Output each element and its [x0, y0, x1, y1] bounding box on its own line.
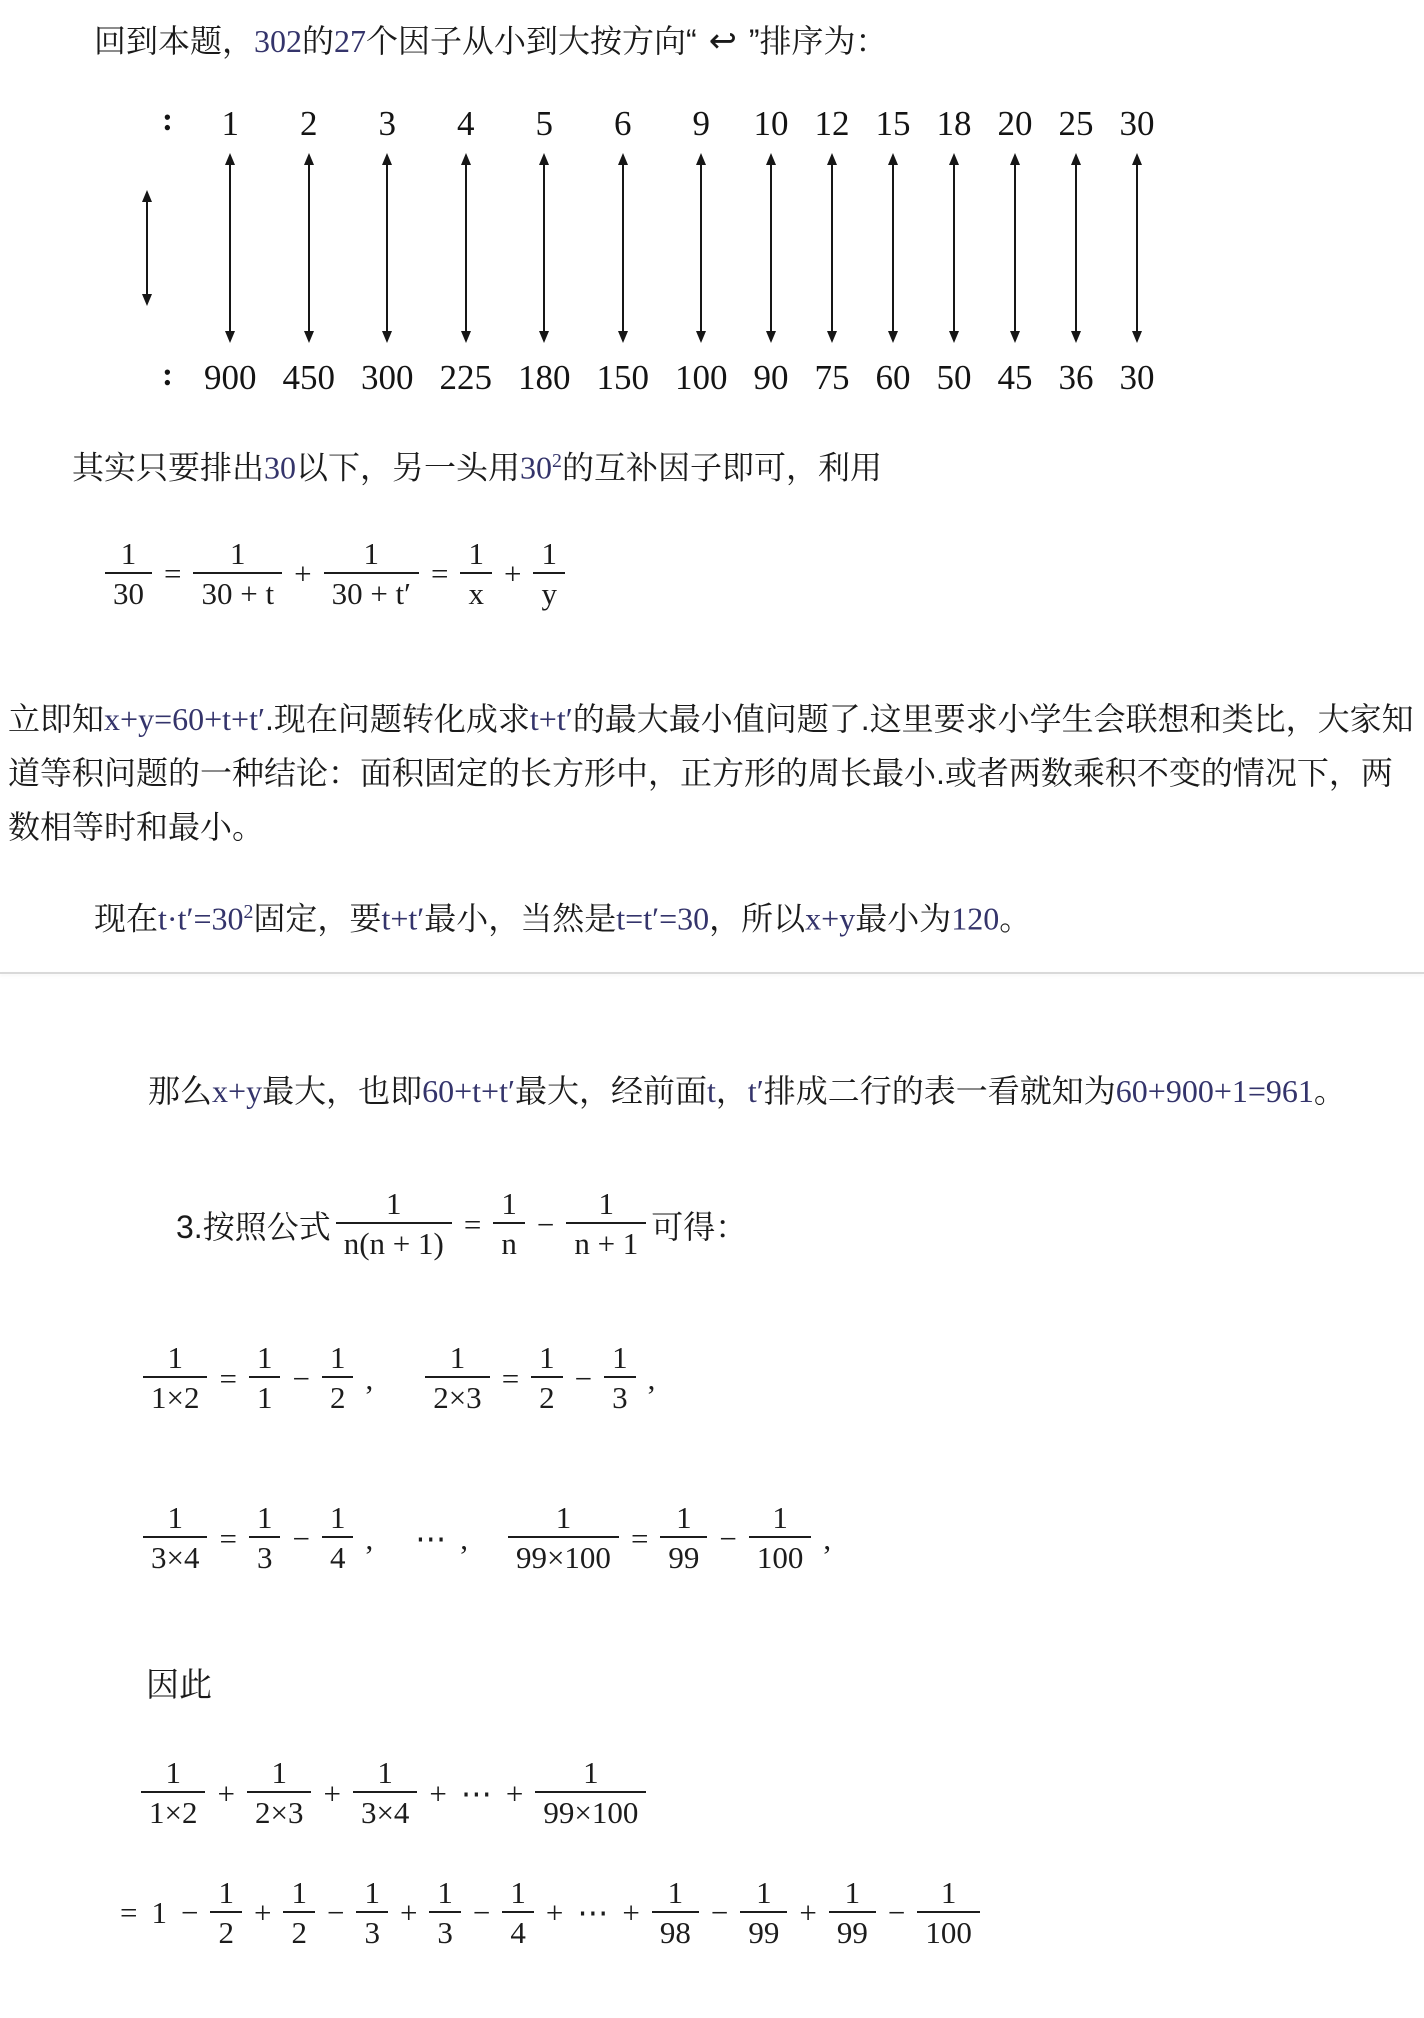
- operator: +: [253, 1895, 272, 1931]
- fraction: [141, 1754, 205, 1833]
- operator: 1: [151, 1895, 167, 1931]
- factor-pair-column: [1046, 98, 1107, 398]
- numerator: 1: [256, 1340, 273, 1376]
- operator: +: [294, 556, 312, 592]
- numerator: 1: [555, 1499, 572, 1535]
- fraction: [210, 1874, 242, 1953]
- operator: −: [710, 1895, 729, 1931]
- factor-pair-column: [1107, 98, 1168, 398]
- fraction: [143, 1499, 207, 1578]
- math-expression: t·t′=30: [158, 900, 244, 937]
- fraction: [353, 1754, 417, 1833]
- superscript: 2: [552, 450, 562, 472]
- fraction: [143, 1339, 207, 1418]
- fraction: [535, 1754, 646, 1833]
- small-factor-value: 20: [997, 104, 1033, 143]
- operator: ⋯: [415, 1520, 447, 1556]
- denominator: 1×2: [143, 1376, 207, 1418]
- complement-paragraph: [8, 434, 1424, 495]
- operator: −: [536, 1206, 555, 1242]
- operator: ,: [460, 1520, 468, 1556]
- denominator: 30 + t′: [324, 572, 419, 614]
- text-run: 最小为: [855, 900, 952, 937]
- denominator: y: [533, 572, 565, 614]
- large-factor-value: 75: [814, 358, 850, 397]
- operator: −: [326, 1895, 345, 1931]
- double-arrow-icon: [831, 161, 833, 335]
- section3-label: 3.按照公式: [176, 1208, 331, 1245]
- fraction: [829, 1874, 876, 1953]
- small-factor-value: 2: [300, 104, 318, 143]
- factor-pair-column: [741, 98, 802, 398]
- double-arrow-icon: [953, 161, 955, 335]
- operator: =: [463, 1206, 482, 1242]
- text-run: 立即知: [8, 701, 105, 738]
- text-run: 那么: [148, 1072, 213, 1109]
- operator: −: [887, 1895, 906, 1931]
- denominator: 99: [829, 1911, 876, 1953]
- numerator: 1: [667, 1874, 684, 1910]
- fraction: [533, 535, 565, 614]
- fraction: [460, 535, 492, 614]
- denominator: n(n + 1): [336, 1222, 452, 1264]
- math-expression: 30: [264, 449, 297, 486]
- text-run: 最大，也即: [262, 1072, 423, 1109]
- operator: −: [180, 1895, 199, 1931]
- denominator: 2: [322, 1376, 354, 1418]
- small-factor-value: 30: [1119, 104, 1155, 143]
- section3-formula-row: [176, 1185, 1424, 1264]
- denominator: 3: [356, 1911, 388, 1953]
- factor-pair-column: [924, 98, 985, 398]
- text-run: 排成二行的表一看就知为: [763, 1072, 1116, 1109]
- loop-arrow-icon: ↩: [708, 21, 737, 60]
- text-run: 固定，要: [253, 900, 382, 937]
- math-expression: 27: [334, 23, 367, 59]
- numerator: 1: [676, 1499, 692, 1535]
- numerator: 1: [449, 1340, 466, 1376]
- double-arrow-icon: [1136, 161, 1138, 335]
- denominator: 100: [749, 1536, 812, 1578]
- small-factor-value: 6: [614, 104, 632, 143]
- denominator: 30: [105, 572, 152, 614]
- intro-paragraph: [8, 14, 1424, 68]
- bottom-row-colon: :: [162, 357, 173, 393]
- fraction: [508, 1499, 619, 1578]
- small-factor-value: 5: [535, 104, 553, 143]
- large-factor-value: 180: [518, 358, 571, 397]
- denominator: 2: [210, 1911, 242, 1953]
- fraction: [749, 1499, 812, 1578]
- large-factor-value: 50: [936, 358, 972, 397]
- operator: =: [120, 1895, 138, 1931]
- operator: =: [164, 556, 182, 592]
- series-expansion-formula: [113, 1874, 1424, 1953]
- small-factor-value: 18: [936, 104, 972, 143]
- factor-pair-column: [270, 98, 349, 398]
- denominator: 2×3: [247, 1791, 311, 1833]
- numerator: 1: [468, 535, 484, 571]
- fraction: [493, 1185, 525, 1264]
- operator: =: [630, 1520, 649, 1556]
- operator: −: [292, 1361, 310, 1397]
- equation-line-2: [138, 1499, 1424, 1578]
- denominator: n: [493, 1222, 525, 1264]
- operator: ,: [365, 1520, 374, 1556]
- fraction: [531, 1339, 563, 1418]
- math-expression: t: [706, 1072, 716, 1109]
- numerator: 1: [256, 1499, 273, 1535]
- fraction: [247, 1754, 311, 1833]
- fraction: [356, 1874, 388, 1953]
- denominator: 4: [502, 1911, 534, 1953]
- numerator: 1: [940, 1874, 957, 1910]
- numerator: 1: [386, 1185, 402, 1221]
- large-factor-value: 36: [1058, 358, 1094, 397]
- numerator: 1: [583, 1755, 599, 1791]
- operator: =: [430, 556, 449, 592]
- operator: =: [219, 1361, 237, 1397]
- text-run: ”排序为：: [748, 23, 888, 59]
- math-expression: t=t′=30: [616, 900, 710, 937]
- double-arrow-icon: [700, 161, 702, 335]
- double-arrow-icon: [1075, 161, 1077, 335]
- operator: ⋯: [577, 1895, 609, 1931]
- numerator: 1: [539, 1340, 555, 1376]
- double-arrow-icon: [465, 161, 467, 335]
- numerator: 1: [329, 1340, 346, 1376]
- large-factor-value: 60: [875, 358, 911, 397]
- double-arrow-icon: [308, 161, 310, 335]
- operator: +: [545, 1895, 564, 1931]
- fraction: [502, 1874, 534, 1953]
- conclusion-label: 因此: [146, 1666, 212, 1704]
- small-factor-value: 9: [692, 104, 710, 143]
- maximum-paragraph: [60, 1064, 1424, 1118]
- operator: =: [501, 1361, 520, 1397]
- operator: ,: [823, 1520, 832, 1556]
- denominator: 99×100: [508, 1536, 619, 1578]
- math-expression: 30: [520, 449, 553, 486]
- factor-pair-column: [584, 98, 663, 398]
- large-factor-value: 300: [361, 358, 414, 397]
- numerator: 1: [291, 1874, 307, 1910]
- large-factor-value: 100: [675, 358, 728, 397]
- double-arrow-icon: [1014, 161, 1016, 335]
- denominator: 2: [531, 1376, 563, 1418]
- small-factor-value: 3: [378, 104, 396, 143]
- row-labels: [162, 98, 191, 398]
- text-run: 最小，当然是: [424, 900, 617, 937]
- factor-pairs: [191, 98, 1168, 398]
- math-expression: x+y: [212, 1072, 263, 1109]
- numerator: 1: [772, 1499, 788, 1535]
- text-run: 回到本题，: [94, 23, 255, 59]
- numerator: 1: [598, 1185, 615, 1221]
- text-run: 以下，另一头用: [296, 449, 521, 486]
- operator: +: [399, 1895, 418, 1931]
- denominator: 4: [322, 1536, 354, 1578]
- text-run: 的互补因子即可，利用: [561, 449, 882, 486]
- section-divider: [0, 972, 1424, 974]
- factor-pair-column: [985, 98, 1046, 398]
- equation-line-1: [138, 1339, 1424, 1418]
- series-sum-formula: [136, 1754, 1424, 1833]
- operator: +: [622, 1895, 640, 1931]
- denominator: 3×4: [143, 1536, 207, 1578]
- analysis-paragraph: [8, 692, 1424, 854]
- numerator: 1: [218, 1874, 234, 1910]
- numerator: 1: [230, 535, 246, 571]
- fraction: [917, 1874, 980, 1953]
- small-factor-value: 25: [1058, 104, 1094, 143]
- text-run: 最大，经前面: [514, 1072, 707, 1109]
- fraction: [249, 1339, 281, 1418]
- top-row-colon: :: [162, 102, 173, 138]
- numerator: 1: [167, 1499, 183, 1535]
- double-arrow-icon: [386, 161, 388, 335]
- denominator: x: [460, 572, 492, 614]
- large-factor-value: 90: [753, 358, 789, 397]
- factor-pair-column: [505, 98, 584, 398]
- fraction: [249, 1499, 281, 1578]
- text-run: .现在问题转化成求: [264, 701, 530, 738]
- denominator: 2: [283, 1911, 315, 1953]
- superscript: 2: [243, 901, 254, 924]
- math-expression: t+t′: [529, 701, 573, 738]
- denominator: 99: [660, 1536, 707, 1578]
- double-arrow-icon: [622, 161, 624, 335]
- denominator: 3: [249, 1536, 281, 1578]
- text-run: 的最大最小值问题了.这里要求小学生会联想和类比，大家知道等积问题的一种结论：面积固定的长方形中，正方形的周长最小.或者两数乘积不变的情况下，两数相等时和最小。: [8, 701, 1414, 846]
- numerator: 1: [844, 1874, 861, 1910]
- legend-column: [146, 98, 148, 398]
- small-factor-value: 15: [875, 104, 911, 143]
- operator: +: [505, 1775, 524, 1811]
- denominator: 99×100: [535, 1791, 646, 1833]
- math-expression: 60+t+t′: [422, 1072, 515, 1109]
- fraction: [740, 1874, 787, 1953]
- factor-pair-column: [662, 98, 741, 398]
- operator: −: [574, 1361, 593, 1397]
- factor-pair-column: [802, 98, 863, 398]
- telescoping-identity-formula: [331, 1185, 652, 1264]
- fraction: [283, 1874, 315, 1953]
- operator: ,: [365, 1361, 374, 1397]
- fraction: [322, 1339, 354, 1418]
- denominator: 3×4: [353, 1791, 417, 1833]
- fraction: [425, 1339, 489, 1418]
- fraction: [604, 1339, 636, 1418]
- operator: +: [799, 1895, 817, 1931]
- text-run: ，所以: [709, 900, 806, 937]
- numerator: 1: [756, 1874, 772, 1910]
- numerator: 1: [437, 1874, 453, 1910]
- minimum-paragraph: [8, 885, 1424, 946]
- denominator: 2×3: [425, 1376, 489, 1418]
- fraction: [652, 1874, 699, 1953]
- denominator: 3: [429, 1911, 461, 1953]
- small-factor-value: 1: [221, 104, 239, 143]
- text-run: 其实只要排出: [72, 449, 265, 486]
- factor-mapping-diagram: [146, 98, 1424, 398]
- factor-pair-column: [863, 98, 924, 398]
- math-expression: 302: [254, 23, 303, 59]
- numerator: 1: [363, 535, 380, 571]
- factor-pair-column: [348, 98, 427, 398]
- operator: =: [219, 1520, 237, 1556]
- operator: +: [217, 1775, 235, 1811]
- operator: −: [719, 1520, 737, 1556]
- text-run: ，: [715, 1072, 748, 1109]
- text-run: 的: [302, 23, 335, 59]
- text-run: 个因子从小到大按方向“: [366, 23, 697, 59]
- text-run: 现在: [94, 900, 159, 937]
- fraction: [324, 535, 419, 614]
- operator: +: [429, 1775, 447, 1811]
- operator: −: [292, 1520, 310, 1556]
- text-run: 。: [1313, 1072, 1346, 1109]
- numerator: 1: [377, 1755, 393, 1791]
- double-arrow-icon: [543, 161, 545, 335]
- math-expression: t′: [747, 1072, 764, 1109]
- numerator: 1: [364, 1874, 380, 1910]
- double-arrow-icon: [229, 161, 231, 335]
- large-factor-value: 150: [596, 358, 649, 397]
- numerator: 1: [271, 1755, 287, 1791]
- denominator: 30 + t: [193, 572, 282, 614]
- large-factor-value: 900: [204, 358, 257, 397]
- operator: ⋯: [460, 1775, 492, 1811]
- numerator: 1: [167, 1340, 183, 1376]
- small-factor-value: 10: [753, 104, 789, 143]
- denominator: 99: [740, 1911, 787, 1953]
- denominator: 1×2: [141, 1791, 205, 1833]
- large-factor-value: 45: [997, 358, 1033, 397]
- denominator: 1: [249, 1376, 281, 1418]
- factor-pair-column: [191, 98, 270, 398]
- operator: +: [323, 1775, 341, 1811]
- factor-pair-column: [427, 98, 506, 398]
- fraction: [105, 535, 152, 614]
- text-run: 。: [999, 900, 1032, 937]
- double-arrow-icon: [146, 198, 148, 298]
- fraction: [660, 1499, 707, 1578]
- numerator: 1: [165, 1755, 181, 1791]
- denominator: 3: [604, 1376, 636, 1418]
- math-expression: 60+900+1=961: [1115, 1072, 1314, 1109]
- math-expression: t+t′: [381, 900, 425, 937]
- operator: −: [472, 1895, 491, 1931]
- large-factor-value: 30: [1119, 358, 1155, 397]
- operator: +: [503, 556, 522, 592]
- section3-suffix: 可得：: [651, 1208, 748, 1245]
- numerator: 1: [329, 1499, 346, 1535]
- numerator: 1: [120, 535, 137, 571]
- large-factor-value: 450: [282, 358, 335, 397]
- small-factor-value: 4: [457, 104, 475, 143]
- numerator: 1: [510, 1874, 526, 1910]
- fraction: [429, 1874, 461, 1953]
- math-expression: 120: [951, 900, 1000, 937]
- denominator: 100: [917, 1911, 980, 1953]
- fraction: [322, 1499, 354, 1578]
- small-factor-value: 12: [814, 104, 850, 143]
- double-arrow-icon: [892, 161, 894, 335]
- large-factor-value: 225: [439, 358, 492, 397]
- fraction: [193, 535, 282, 614]
- reciprocal-formula: [100, 535, 1424, 614]
- math-expression: x+y: [805, 900, 856, 937]
- double-arrow-icon: [770, 161, 772, 335]
- operator: ,: [647, 1361, 656, 1397]
- fraction: [336, 1185, 452, 1264]
- numerator: 1: [612, 1340, 628, 1376]
- numerator: 1: [501, 1185, 517, 1221]
- denominator: 98: [652, 1911, 699, 1953]
- math-expression: x+y=60+t+t′: [104, 701, 265, 738]
- denominator: n + 1: [566, 1222, 646, 1264]
- fraction: [566, 1185, 646, 1264]
- numerator: 1: [541, 535, 557, 571]
